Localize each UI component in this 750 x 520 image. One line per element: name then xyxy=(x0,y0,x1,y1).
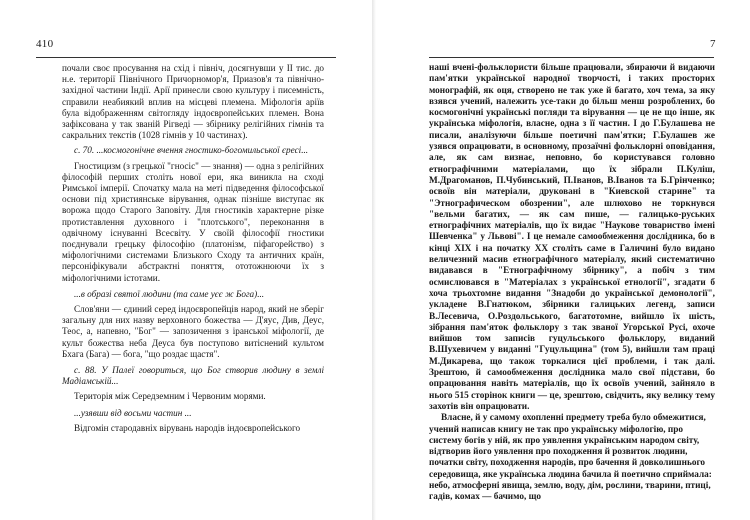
page-number-left: 410 xyxy=(36,38,54,50)
note-heading: ...узявши від восьми частин ... xyxy=(74,407,192,418)
left-page-text xyxy=(62,63,324,434)
header-rule-left xyxy=(36,57,336,58)
paragraph: Територія між Середземним і Червоним морями. xyxy=(74,391,266,402)
page-number-right: 7 xyxy=(710,38,716,50)
note-heading: с. 70. ...космогонічне вчення гностико-богомильської єресі... xyxy=(74,145,309,156)
right-page-text xyxy=(429,63,715,504)
paragraph: Слов'яни — єдиний серед індоєвропейців народ, який не зберіг загальну для них назву верховного божества — Д'яус, Див, Деус, Теос, а, напевно, "Бог" — запозичення з іранської міфології, де культ божества неба Деуса був поступово витіснений культом Бхага (Бага) — бога, "що роздає щастя". xyxy=(62,304,324,359)
paragraph: Власне, й у самому охопленні предмету треба було обмежитися, учений написав книгу не так про українську міфологію, про систему богів у ній, як про уявлення українським народом світу, відтворив його уявлення про походження й розвиток людини, початки світу, походження народів, про бачення й довколишнього середовища, яке українська людина бачила й поетично сприймала: небо, атмосферні явища, землю, воду, дім, рослини, тварини, птиці, гадів, комах — бачимо, що xyxy=(429,413,712,503)
right-page xyxy=(375,0,750,520)
note-heading: с. 88. У Палеї говориться, що Бог створив людину в землі Мадіамській... xyxy=(62,365,324,387)
paragraph: почали своє просування на схід і північ, досягнувши у II тис. до н.е. території Північного Причорномор'я, Приазов'я та північно-західної частини Індії. Арії принесли свою культуру і писемність, справили неабиякий вплив на місцеві племена. Міфологія аріїв була відображенням світогляду індоєвропейських племен. Вона зафіксована у так званій Рігведі — збірнику релігійних гімнів та сакральних текстів (1028 гімнів у 10 частинах). xyxy=(62,63,324,141)
header-rule-right xyxy=(429,57,714,58)
paragraph: Відгомін стародавніх вірувань народів індоєвропейського xyxy=(74,422,301,433)
paragraph: Гностицизм (з грецької "гносіс" — знання) — одна з релігійних філософій перших століть нової ери, яка виникла на сході Римської імперії. Спочатку мала на меті підведення філософської основи під християнське вірування, однак пізніше виступає як ворожа щодо Старого Заповіту. Для гностиків характерне різке протиставлення духовного і "плотського", переконання в одвічному існуванні Всесвіту. У своїй філософії гностики поєднували грецьку філософію (платонізм, піфагорейство) з міфологічними системами Близького Сходу та античних країн, персоніфікували абстрактні поняття, ототожнюючи їх з міфологічними істотами. xyxy=(62,160,324,283)
note-heading: ...в образі святої людини (та саме уєє ж Бога)... xyxy=(74,288,265,299)
paragraph: наші вчені-фольклористи більше працювали, збираючи й видаючи пам'ятки української народної творчості, і таких просторих монографій, як оця, створено не так уже й багато, хоч тема, за яку взявся учений, належить усе-таки до більш менш розроблених, бо космогонічні українські погляди та вірування — це не що інше, як українська міфологія, власне, одна з її частин. І до Г.Булашева не писали, аналізуючи більше поетичні пам'ятки; Г.Булашев же узявся опрацювати, в основному, прозаїчні фольклорні оповідання, але, як сам визнає, неповно, бо користувався головно етнографічними матеріалами, що їх зібрали П.Куліш, М.Драгоманов, П.Чубинський, П.Іванов, В.Іванов та Б.Грінченко; освоїв він матеріали, друковані в "Киевской старине" та "Этнографическом обозрении", але шлюхово не торкнувся "вельми багатих, — як сам пише, — галицько-руських етнографічних матеріалів, що їх видає "Наукове товариство імені Шевченка" у Львові". І це немале самообмеження дослідника, бо в кінці XIX і на початку XX століть саме в Галичині було видано величезний масив етнографічного матеріалу, який систематично видавався в "Етнографічному збірнику", а побіч з тим осмислювався в "Матеріалах з української етнології", згадати б хоча трьохтомне видання "Знадоби до української демонології", укладене В.Гнатюком, збірники галицьких легенд, записи В.Лесевича, О.Роздольського, багатотомне, вийшло їх шість, зібрання пам'яток фольклору з так званої Угорської Русі, охоче вийшов том записів гуцульського фольклору, виданий В.Шухевичем у виданні "Гуцульщина" (том 5), вийшли там праці М.Дикарева, що також торкалися цієї проблеми, і так далі. Зрештою, й самообмеження дослідника мало свої підстави, бо опрацювання навіть матеріалів, що їх освоїв учений, зайняло в нього 515 сторінок книги — це, зрештою, свідчить, яку велику тему захотів він опрацювати. xyxy=(429,63,715,412)
